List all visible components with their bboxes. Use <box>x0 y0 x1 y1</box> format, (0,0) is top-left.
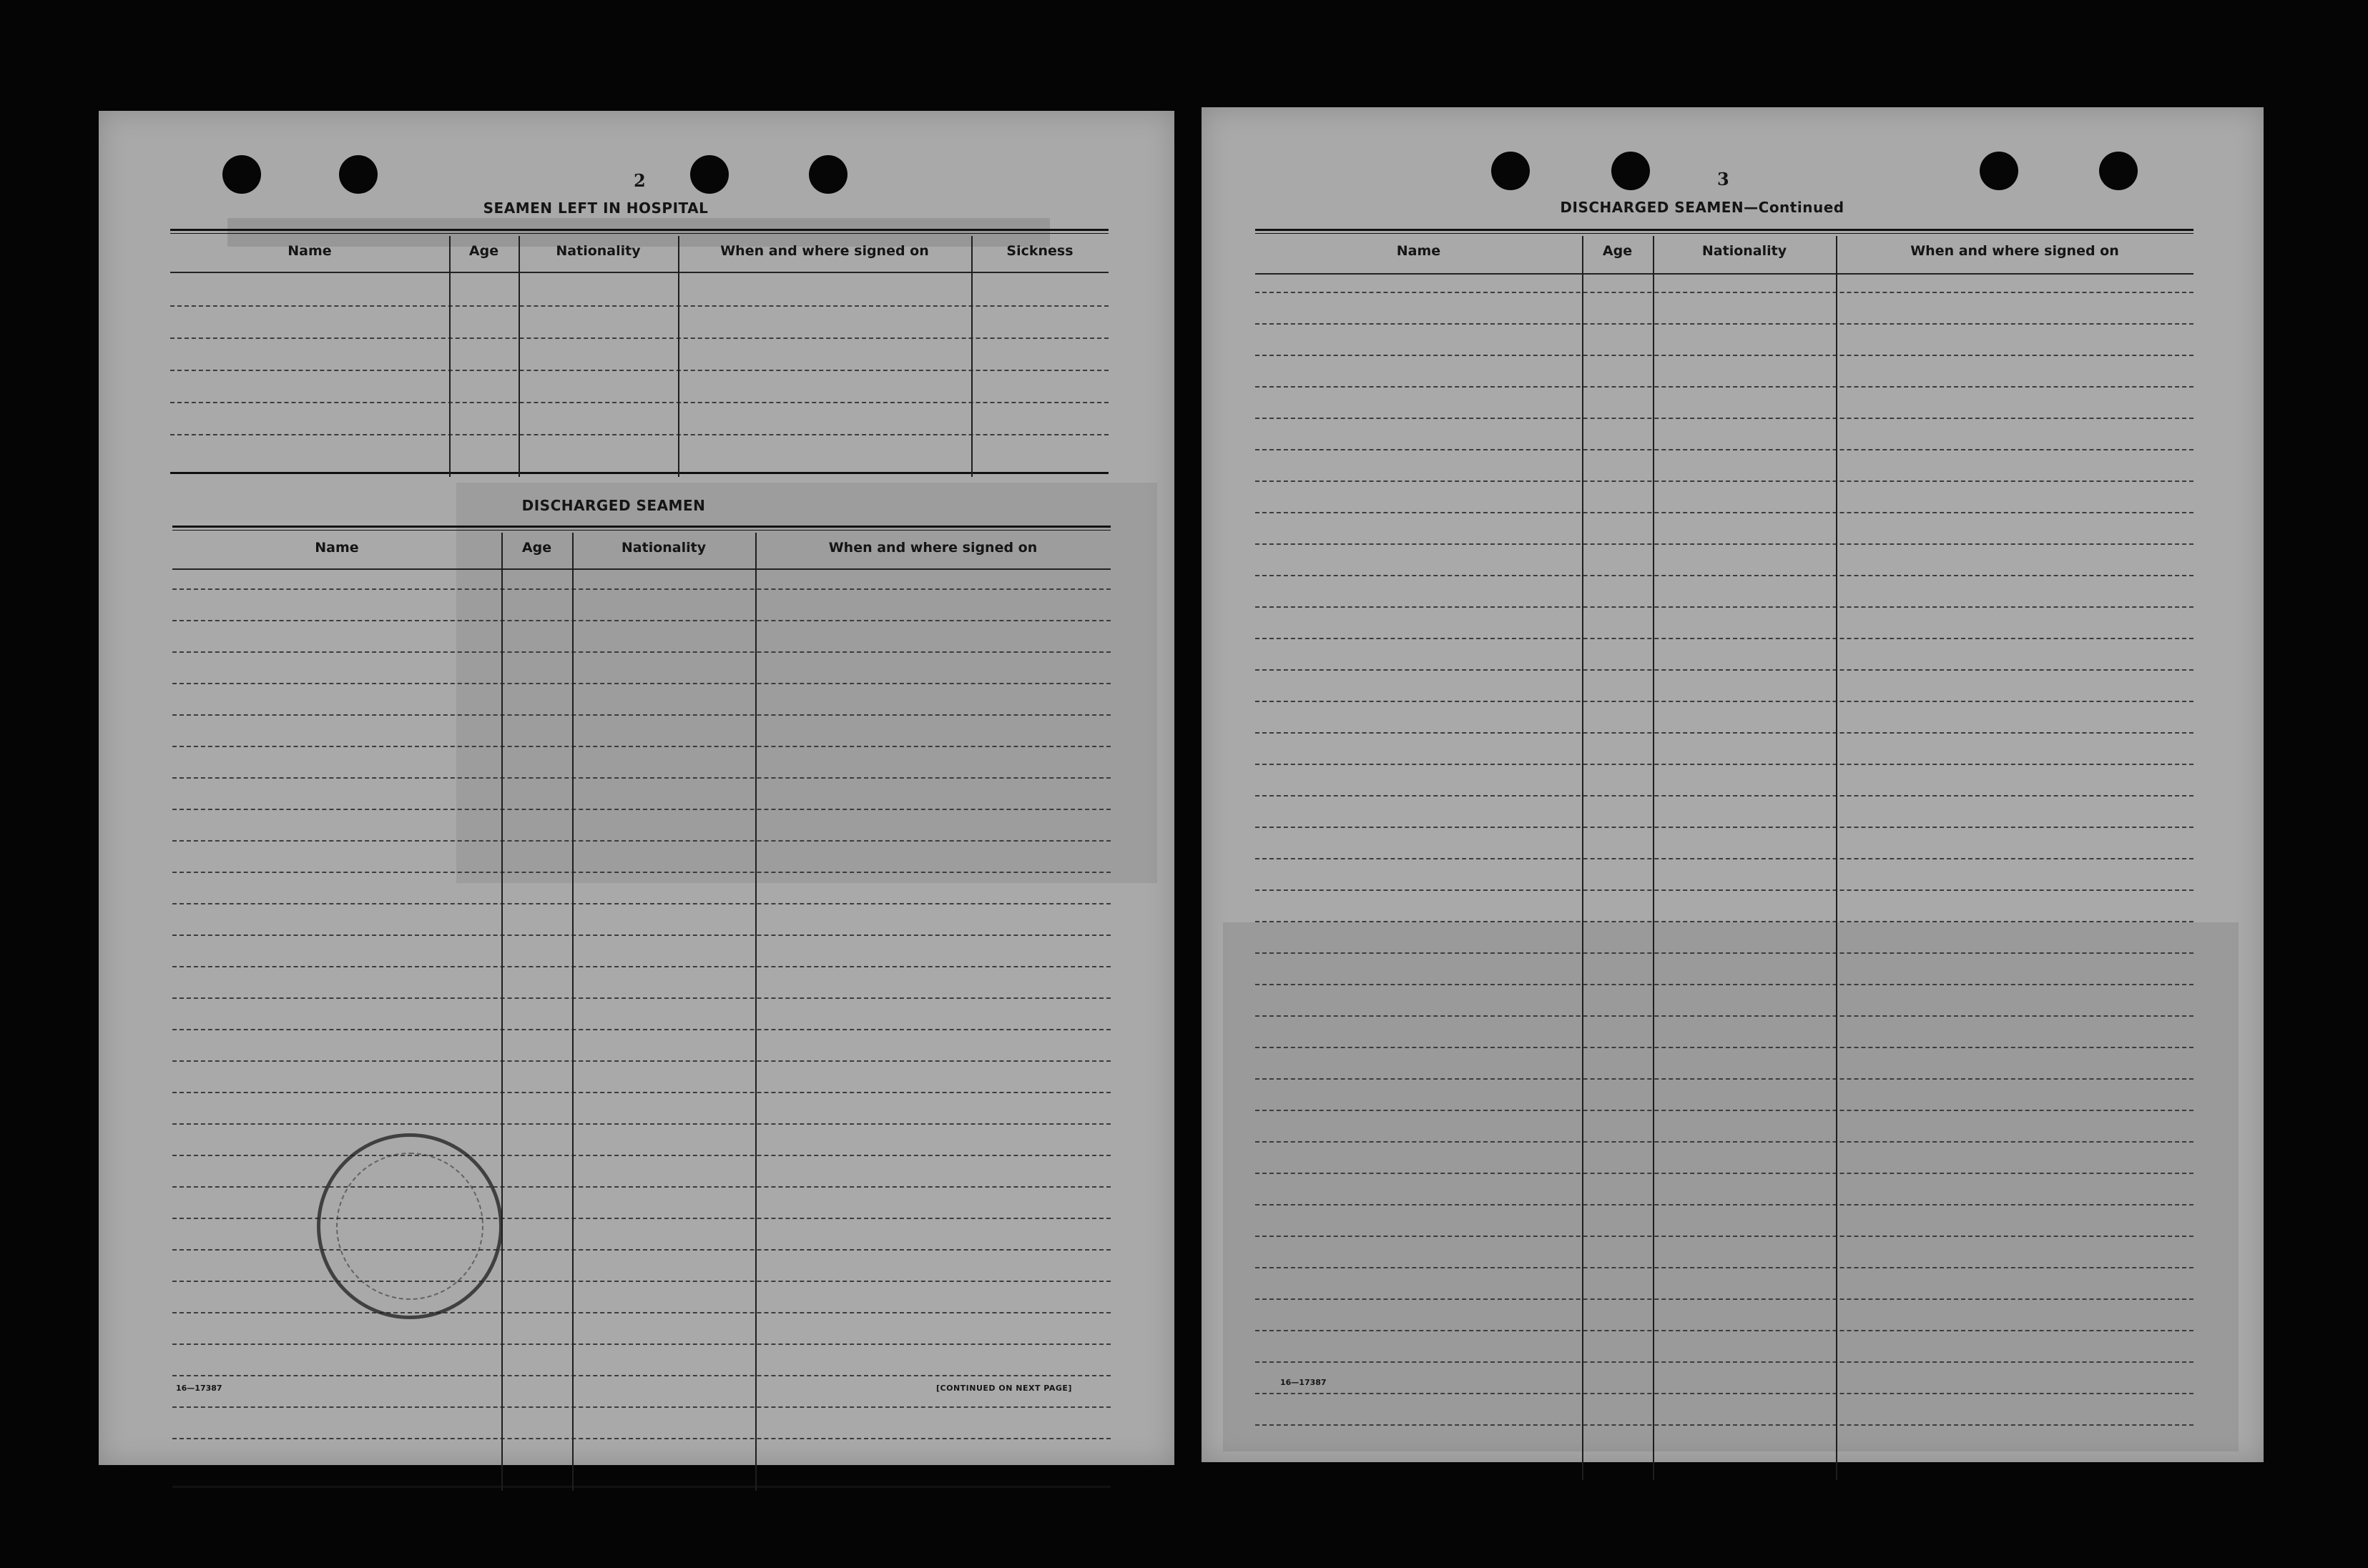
col-header-nationality: Nationality <box>556 243 641 259</box>
continued-note: [CONTINUED ON NEXT PAGE] <box>936 1384 1072 1393</box>
table-row <box>1255 386 2193 388</box>
table-row <box>172 1218 1111 1219</box>
right-page <box>1202 107 2264 1462</box>
table-row <box>170 402 1109 403</box>
punch-hole <box>2099 152 2138 190</box>
table-row <box>1255 480 2193 482</box>
table-row <box>1255 418 2193 419</box>
table-row <box>172 1438 1111 1439</box>
table-row <box>1255 1078 2193 1080</box>
port-stamp <box>317 1133 503 1319</box>
table-row <box>1255 1267 2193 1268</box>
table-row <box>1255 292 2193 293</box>
col-header-signed-on: When and where signed on <box>1910 243 2119 259</box>
table-row <box>1255 1047 2193 1048</box>
page-number: 3 <box>1717 169 1729 189</box>
table-row <box>172 872 1111 873</box>
table-row <box>1255 858 2193 859</box>
col-header-signed-on: When and where signed on <box>828 540 1038 556</box>
discharged-section-title: DISCHARGED SEAMEN <box>521 497 706 514</box>
table-row <box>1255 701 2193 702</box>
punch-hole <box>222 155 261 194</box>
table-row <box>1255 1424 2193 1426</box>
table-row <box>172 588 1111 590</box>
col-header-name: Name <box>288 243 332 259</box>
table-row <box>1255 1141 2193 1143</box>
punch-hole <box>1491 152 1530 190</box>
table-row <box>1255 921 2193 922</box>
hospital-table <box>170 229 1109 477</box>
table-row <box>172 651 1111 653</box>
table-row <box>172 1092 1111 1093</box>
table-row <box>170 434 1109 435</box>
table-row <box>1255 1330 2193 1331</box>
table-row <box>1255 984 2193 985</box>
table-row <box>172 714 1111 716</box>
discharged-table <box>172 526 1111 1491</box>
table-row <box>172 1029 1111 1030</box>
table-row <box>170 370 1109 371</box>
left-page <box>99 111 1174 1465</box>
discharged-continued-table <box>1255 229 2193 1480</box>
table-row <box>172 1186 1111 1188</box>
table-row <box>1255 795 2193 797</box>
table-row <box>1255 1298 2193 1300</box>
table-row <box>1255 669 2193 671</box>
col-header-age: Age <box>521 540 552 556</box>
table-row <box>1255 512 2193 513</box>
table-row <box>1255 575 2193 576</box>
table-row <box>1255 355 2193 356</box>
col-header-nationality: Nationality <box>1701 243 1787 259</box>
table-row <box>1255 323 2193 325</box>
table-row <box>1255 1110 2193 1111</box>
col-header-sickness: Sickness <box>1006 243 1074 259</box>
table-row <box>1255 827 2193 828</box>
table-row <box>172 746 1111 747</box>
table-row <box>170 337 1109 339</box>
table-row <box>172 1123 1111 1125</box>
punch-hole <box>809 155 848 194</box>
table-row <box>172 777 1111 779</box>
punch-hole <box>690 155 729 194</box>
punch-hole <box>1980 152 2018 190</box>
hospital-section-title: SEAMEN LEFT IN HOSPITAL <box>483 199 709 217</box>
table-row <box>170 305 1109 307</box>
table-row <box>1255 638 2193 639</box>
form-number: 16—17387 <box>1280 1378 1327 1387</box>
col-header-signed-on: When and where signed on <box>720 243 929 259</box>
table-row <box>172 1343 1111 1345</box>
table-row <box>172 620 1111 621</box>
table-row <box>1255 952 2193 954</box>
table-row <box>172 966 1111 967</box>
punch-hole <box>1611 152 1650 190</box>
table-row <box>172 903 1111 904</box>
col-header-name: Name <box>1396 243 1441 259</box>
table-row <box>172 997 1111 999</box>
table-row <box>1255 1015 2193 1017</box>
table-row <box>1255 764 2193 765</box>
table-row <box>172 1312 1111 1313</box>
table-row <box>1255 732 2193 734</box>
table-row <box>172 840 1111 842</box>
col-header-age: Age <box>468 243 499 259</box>
table-row <box>1255 1204 2193 1205</box>
col-header-age: Age <box>1602 243 1633 259</box>
table-row <box>172 1281 1111 1282</box>
table-row <box>172 1406 1111 1408</box>
table-row <box>1255 1236 2193 1237</box>
table-row <box>172 683 1111 684</box>
table-row <box>1255 1173 2193 1174</box>
table-row <box>172 1249 1111 1251</box>
table-row <box>1255 1393 2193 1394</box>
col-header-name: Name <box>315 540 359 556</box>
table-row <box>172 1155 1111 1156</box>
table-row <box>1255 543 2193 545</box>
form-number: 16—17387 <box>176 1384 222 1393</box>
punch-hole <box>339 155 378 194</box>
table-row <box>172 1060 1111 1062</box>
page-number: 2 <box>634 170 646 191</box>
table-row <box>1255 449 2193 450</box>
table-row <box>1255 1361 2193 1363</box>
table-row <box>172 1375 1111 1376</box>
col-header-nationality: Nationality <box>621 540 707 556</box>
table-row <box>1255 606 2193 608</box>
discharged-continued-title: DISCHARGED SEAMEN—Continued <box>1560 199 1844 216</box>
table-row <box>172 935 1111 936</box>
table-row <box>1255 889 2193 891</box>
table-row <box>172 809 1111 810</box>
